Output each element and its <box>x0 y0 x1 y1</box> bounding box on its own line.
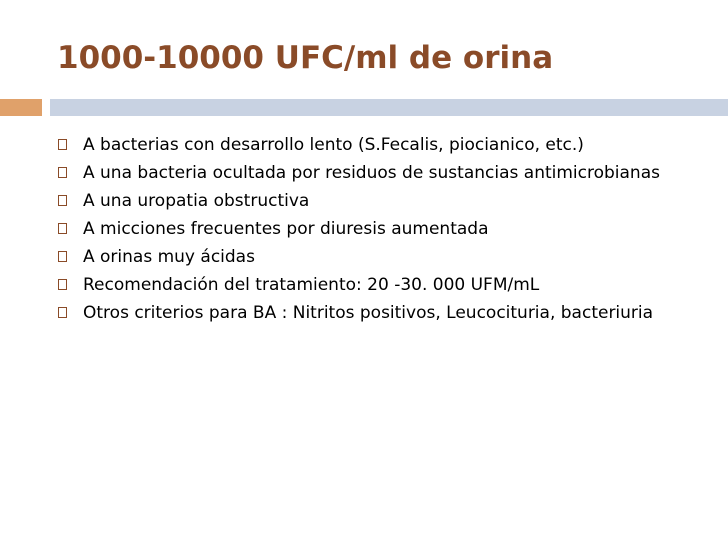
bullet-item <box>58 245 692 269</box>
bullet-item <box>58 217 692 241</box>
title-rule-accent <box>0 99 42 116</box>
square-bullet-icon <box>58 251 67 262</box>
square-bullet-icon <box>58 279 67 290</box>
bullet-text: A una bacteria ocultada por residuos de sustancias antimicrobianas <box>83 163 660 183</box>
title-rule <box>50 99 728 116</box>
square-bullet-icon <box>58 307 67 318</box>
square-bullet-icon <box>58 223 67 234</box>
bullet-text: Otros criterios para BA : Nitritos positivos, Leucocituria, bacteriuria <box>83 303 654 323</box>
bullet-list <box>58 133 692 329</box>
bullet-text: A una uropatia obstructiva <box>83 191 310 211</box>
square-bullet-icon <box>58 195 67 206</box>
bullet-text: A orinas muy ácidas <box>83 247 255 267</box>
square-bullet-icon <box>58 167 67 178</box>
bullet-item <box>58 133 692 157</box>
square-bullet-icon <box>58 139 67 150</box>
bullet-item <box>58 189 692 213</box>
bullet-text: A micciones frecuentes por diuresis aumentada <box>83 219 489 239</box>
bullet-text: Recomendación del tratamiento: 20 -30. 000 UFM/mL <box>83 275 540 295</box>
bullet-item <box>58 273 692 297</box>
bullet-item <box>58 301 692 325</box>
bullet-item <box>58 161 692 185</box>
slide-title: 1000-10000 UFC/ml de orina <box>57 40 554 76</box>
bullet-text: A bacterias con desarrollo lento (S.Fecalis, piocianico, etc.) <box>83 135 584 155</box>
